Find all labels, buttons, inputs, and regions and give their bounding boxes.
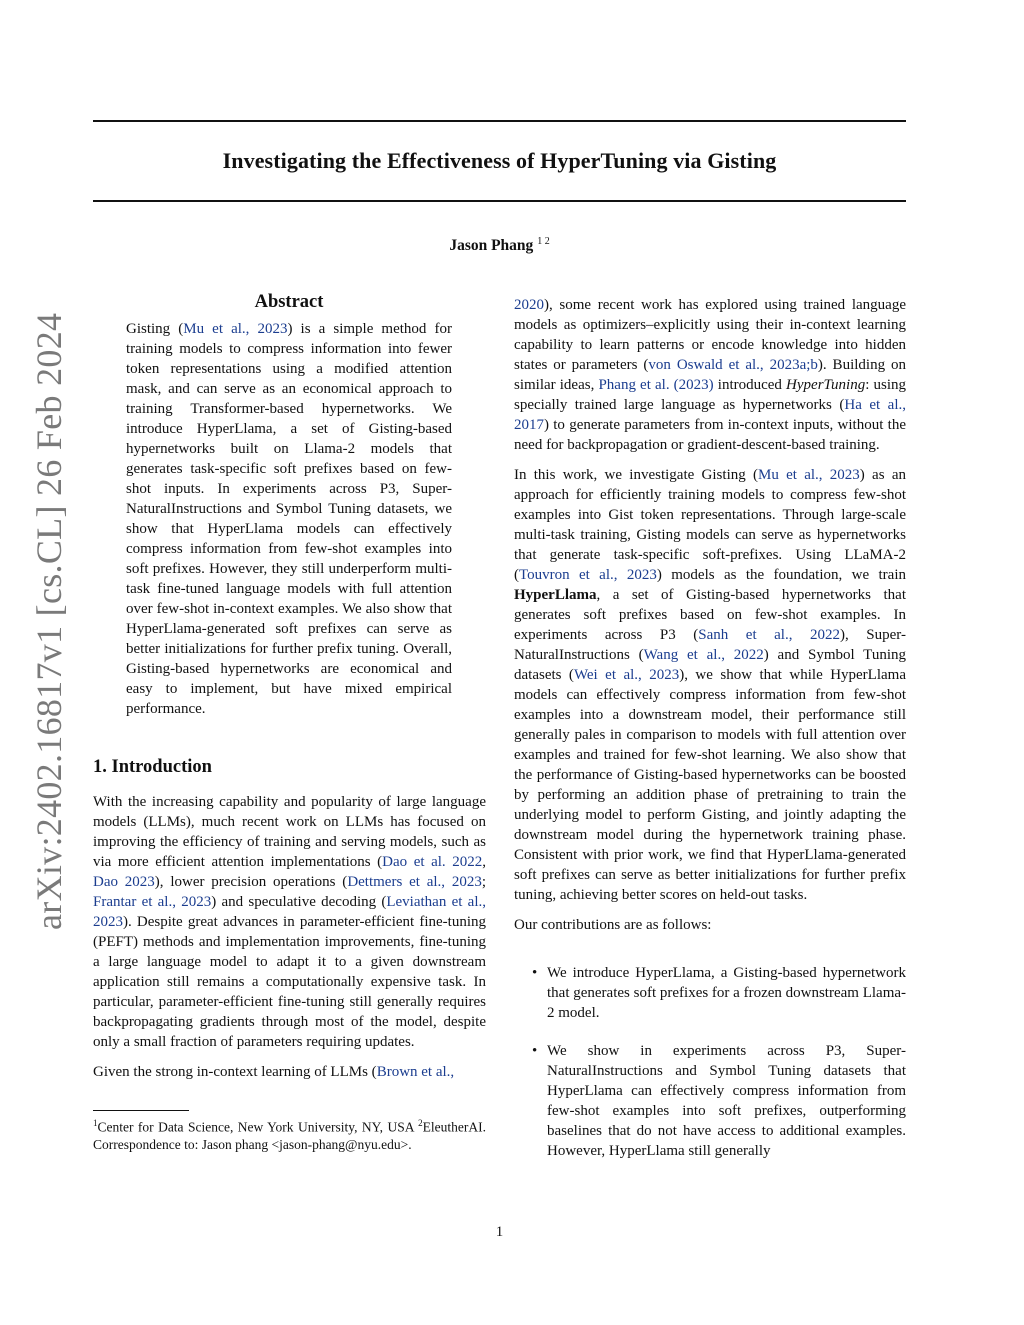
title-top-rule bbox=[93, 120, 906, 122]
footnote-rule bbox=[93, 1110, 189, 1111]
citation-link[interactable]: Dao 2023 bbox=[93, 874, 155, 890]
citation-link[interactable]: Wei et al., 2023 bbox=[573, 667, 680, 683]
abstract-heading: Abstract bbox=[254, 292, 324, 312]
citation-link[interactable]: Dettmers et al., 2023 bbox=[347, 874, 482, 890]
title-bottom-rule bbox=[93, 200, 906, 202]
right-paragraph-2: In this work, we investigate Gisting (Mu et al., 2023) as an approach for efficiently training models to compress few-shot examples into Gist token representations. Through large-scale multi-task training, Gisting models can serve as hypernetworks that generate task-specific soft-prefixes. Using LLaMA-2 (Touvron et al., 2023) models as the foundation, we train HyperLlama, a set of Gisting-based hypernetworks that generates soft prefixes based on few-shot examples. In experiments across P3 (Sanh et al., 2022), Super-NaturalInstructions (Wang et al., 2022) and Symbol Tuning datasets (Wei et al., 2023), we show that while HyperLlama models can effectively compress information from few-shot examples into a downstream model, their performance still generally pales in comparison to models with full attention over examples and trained for few-shot learning. We also show that the performance of Gisting-based hypernetworks can be boosted by performing an addition phase of pretraining to train the underlying model to perform Gisting, and jointly adapting the downstream model during the hypernetwork training phase. Consistent with prior work, we find that HyperLlama-generated soft prefixes can serve as better initializations for further prefix tuning, achieving better scores on held-out tasks. bbox=[514, 467, 906, 903]
citation-link[interactable]: Sanh et al., 2022 bbox=[698, 627, 841, 643]
author-affiliation-marks: 1 2 bbox=[537, 236, 550, 247]
list-item: • We introduce HyperLlama, a Gisting-based hypernetwork that generates soft prefixes for a frozen downstream Llama-2 model. bbox=[532, 965, 907, 1021]
citation-link[interactable]: Brown et al., bbox=[376, 1064, 455, 1080]
intro-paragraph-2: Given the strong in-context learning of LLMs (Brown et al., bbox=[93, 1064, 455, 1080]
arxiv-side-stamp: arXiv:2402.16817v1 [cs.CL] 26 Feb 2024 bbox=[29, 312, 69, 930]
bullet-icon: • bbox=[532, 1043, 538, 1059]
citation-link[interactable]: Touvron et al., 2023 bbox=[519, 567, 657, 583]
citation-link[interactable]: Wang et al., 2022 bbox=[643, 647, 764, 663]
right-column bbox=[514, 295, 906, 1179]
citation-link[interactable]: Dao et al. 2022 bbox=[382, 854, 483, 870]
right-paragraph-1: 2020), some recent work has explored using trained language models as optimizers–explicitly using their in-context learning capability to learn patterns or encode knowledge into hidden states or parameters (von Oswald et al., 2023a;b). Building on similar ideas, Phang et al. (2023) introduced HyperTuning: using specially trained large language as hypernetworks (Ha et al., 2017) to generate parameters from in-context inputs, without the need for backpropagation or gradient-descent-based training. bbox=[514, 297, 906, 453]
paper-title: Investigating the Effectiveness of HyperTuning via Gisting bbox=[222, 148, 777, 173]
citation-link[interactable]: von Oswald et al., 2023a;b bbox=[648, 357, 818, 373]
contributions-list bbox=[514, 963, 906, 1161]
abstract-section bbox=[126, 292, 452, 719]
author-name: Jason Phang bbox=[449, 237, 534, 255]
contributions-intro: Our contributions are as follows: bbox=[514, 917, 712, 933]
page-number: 1 bbox=[495, 1224, 504, 1240]
citation-link[interactable]: Mu et al., 2023 bbox=[183, 321, 288, 337]
citation-link[interactable]: Phang et al. (2023) bbox=[598, 377, 714, 393]
introduction-section bbox=[93, 757, 486, 1092]
footnote: $^1$Center for Data Science, New York University, NY, USA $^2$EleutherAI. Correspondence to: Jason phang <jason-phang@nyu.edu>. bbox=[93, 1118, 486, 1152]
bullet-icon: • bbox=[532, 965, 538, 981]
citation-link[interactable]: Leviathan et al., 2023 bbox=[93, 894, 486, 930]
introduction-heading: 1. Introduction bbox=[93, 757, 212, 777]
citation-link[interactable]: Frantar et al., 2023 bbox=[93, 894, 212, 910]
citation-link[interactable]: 2020 bbox=[514, 297, 544, 313]
citation-link[interactable]: Ha et al., 2017 bbox=[514, 397, 906, 433]
author-line bbox=[93, 236, 906, 255]
citation-link[interactable]: Mu et al., 2023 bbox=[758, 467, 860, 483]
intro-paragraph-1: With the increasing capability and popularity of large language models (LLMs), much recent work on LLMs has focused on improving the efficiency of training and serving models, such as via more efficient attention implementations (Dao et al. 2022, Dao 2023), lower precision operations (Dettmers et al., 2023; Frantar et al., 2023) and speculative decoding (Leviathan et al., 2023). Despite great advances in parameter-efficient fine-tuning (PEFT) methods and implementation improvements, fine-tuning a large language model to adapt it to a given downstream application still remains a computationally expensive task. In particular, parameter-efficient fine-tuning still generally requires backpropagating gradients through most of the model, despite only a small fraction of parameters requiring updates. bbox=[93, 794, 487, 1050]
list-item: • We show in experiments across P3, Super-NaturalInstructions and Symbol Tuning datasets that HyperLlama can effectively compress information from few-shot examples into soft prefixes, outperforming baselines that do not have access to additional examples. However, HyperLlama still generally bbox=[532, 1043, 906, 1159]
abstract-text: Gisting (Mu et al., 2023) is a simple method for training models to compress information into fewer token representations using a modified attention mask, and can serve as an economical approach to training Transformer-based hypernetworks. We introduce HyperLlama, a set of Gisting-based hypernetworks built on Llama-2 models that generates task-specific soft prefixes based on few-shot inputs. In experiments across P3, Super-NaturalInstructions and Symbol Tuning datasets, we show that HyperLlama models can effectively compress information from few-shot examples into soft prefixes. However, they still underperform multi-task fine-tuned language models with full attention over few-shot in-context examples. We also show that HyperLlama-generated soft prefixes can serve as better initializations for further prefix tuning. Overall, Gisting-based hypernetworks are economical and easy to implement, but have mixed empirical performance. bbox=[126, 321, 452, 717]
